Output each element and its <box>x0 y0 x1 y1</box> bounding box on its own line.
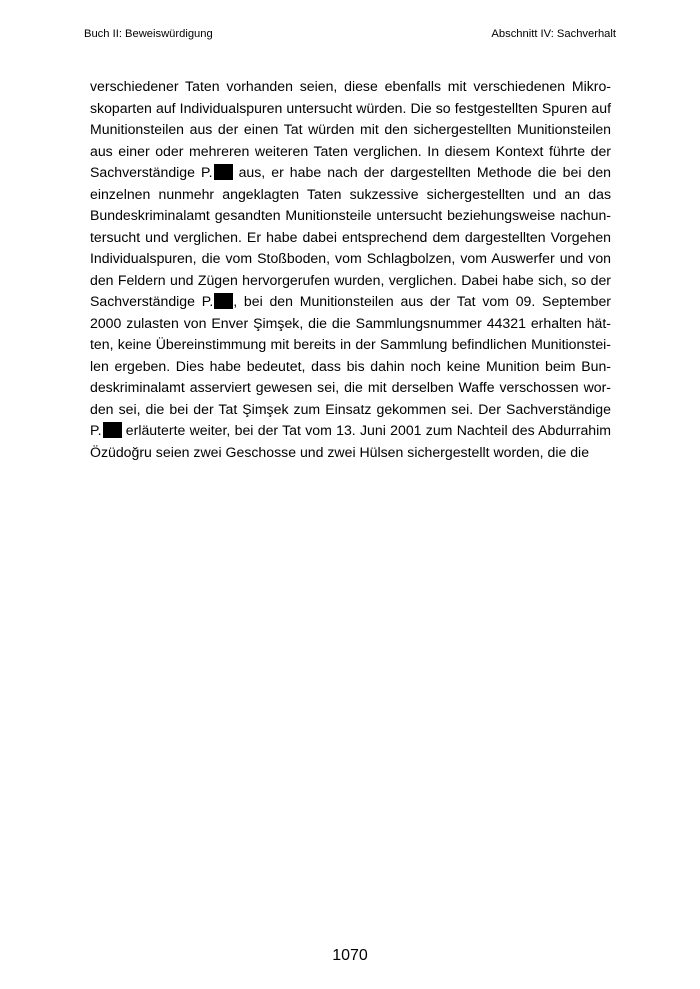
text-segment: , bei den Munitionsteilen aus der Tat vom 09. September <box>233 293 611 309</box>
text-segment: P. <box>90 422 102 438</box>
redaction-box <box>103 422 122 438</box>
text-segment: Sachverständige P. <box>90 164 213 180</box>
text-line: den sei, die bei der Tat Şimşek zum Einsatz gekommen sei. Der Sachverständige <box>90 400 611 417</box>
header-section-title: Abschnitt IV: Sachverhalt <box>491 28 616 40</box>
text-line: tersucht und verglichen. Er habe dabei entsprechend dem dargestellten Vorgehen <box>90 228 611 245</box>
body-paragraph <box>90 76 611 463</box>
text-line: einzelnen nunmehr angeklagten Taten sukzessive sichergestellten und an das <box>90 185 611 202</box>
text-line: Individualspuren, die vom Stoßboden, vom Schlagbolzen, vom Auswerfer und von <box>90 250 611 266</box>
text-segment: Sachverständige P. <box>90 293 214 309</box>
redaction-box <box>214 293 233 309</box>
text-line <box>90 162 611 184</box>
text-line: verschiedener Taten vorhanden seien, diese ebenfalls mit verschiedenen Mikro- <box>90 78 611 94</box>
text-line: Munitionsteilen aus der einen Tat würden mit den sichergestellten Munitionsteilen <box>90 121 611 137</box>
text-line <box>90 291 611 313</box>
text-line: deskriminalamt asserviert gewesen sei, die mit derselben Waffe verschossen wor- <box>90 379 611 395</box>
text-line: aus einer oder mehreren weiteren Taten verglichen. In diesem Kontext führte der <box>90 142 611 159</box>
text-line <box>90 420 611 442</box>
text-line: Özüdoğru seien zwei Geschosse und zwei Hülsen sichergestellt worden, die die <box>90 443 590 460</box>
text-segment: erläuterte weiter, bei der Tat vom 13. Juni 2001 zum Nachteil des Abdurrahim <box>121 422 611 438</box>
text-line: Bundeskriminalamt gesandten Munitionsteile untersucht beziehungsweise nachun- <box>90 207 611 223</box>
page-header <box>84 26 616 42</box>
header-book-title: Buch II: Beweiswürdigung <box>84 28 213 40</box>
text-line: len ergeben. Dies habe bedeutet, dass bis dahin noch keine Munition beim Bun- <box>90 357 611 374</box>
redaction-box <box>214 164 233 180</box>
text-line: 2000 zulasten von Enver Şimşek, die die Sammlungsnummer 44321 erhalten hät- <box>90 314 611 331</box>
text-line: den Feldern und Zügen hervorgerufen wurden, verglichen. Dabei habe sich, so der <box>90 271 611 288</box>
text-line: skoparten auf Individualspuren untersucht würden. Die so festgestellten Spuren auf <box>90 99 611 116</box>
text-line: ten, keine Übereinstimmung mit bereits in der Sammlung befindlichen Munitionstei- <box>90 336 611 352</box>
text-segment: aus, er habe nach der dargestellten Methode die bei den <box>232 164 612 180</box>
page-number: 1070 <box>332 947 368 964</box>
